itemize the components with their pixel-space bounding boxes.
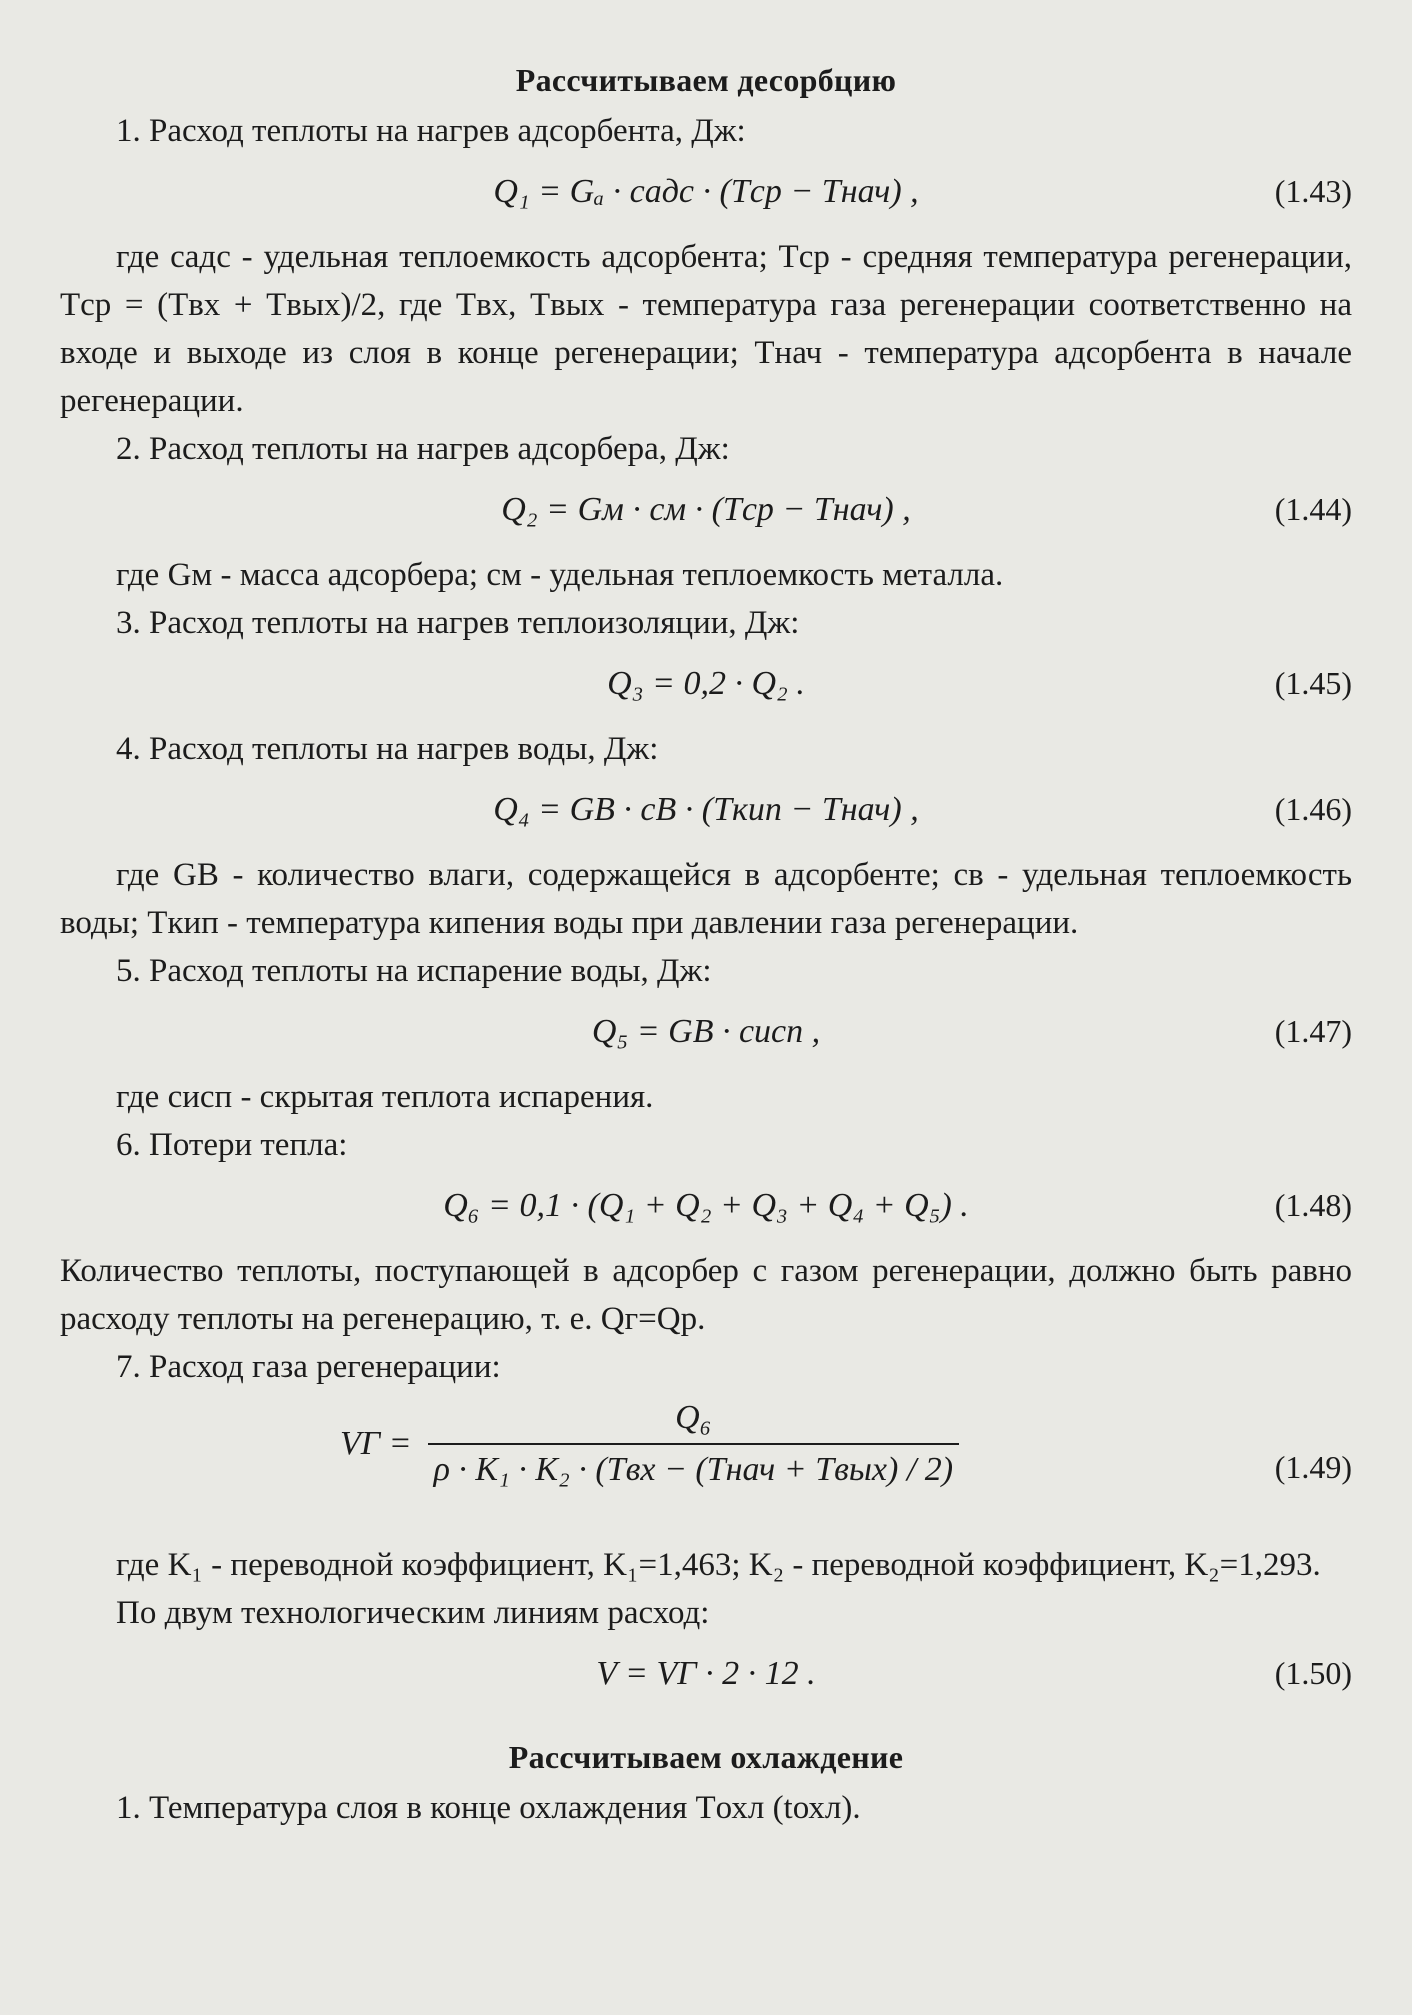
step-6-title: 6. Потери тепла: — [116, 1127, 348, 1163]
formula-1-49-fraction — [428, 1399, 960, 1489]
section-heading-desorption: Рассчитываем десорбцию — [515, 62, 897, 98]
formula-1-49 — [60, 1391, 1352, 1541]
formula-1-48-expression: Q₆ = 0,1 · (Q₁ + Q₂ + Q₃ + Q₄ + Q₅) . — [443, 1187, 969, 1224]
step-4-title: 4. Расход теплоты на нагрев воды, Дж: — [116, 731, 659, 767]
step-5-description: где cисп - скрытая теплота испарения. — [116, 1079, 654, 1115]
formula-1-45-expression: Q₃ = 0,2 · Q₂ . — [607, 665, 805, 702]
step-4-description: где GВ - количество влаги, содержащейся в адсорбенте; cв - удельная теплоемкость воды; Tкип - температура кипения воды при давлении газа регенерации. — [60, 857, 1352, 941]
formula-1-46-number: (1.46) — [1274, 791, 1352, 827]
step-2-title: 2. Расход теплоты на нагрев адсорбера, Дж: — [116, 431, 730, 467]
formula-1-43-number: (1.43) — [1274, 173, 1352, 209]
formula-1-50-number: (1.50) — [1274, 1655, 1352, 1691]
formula-1-49-denominator: ρ · K₁ · K₂ · (Tвх − (Tнач + Tвых) / 2) — [433, 1451, 954, 1488]
formula-1-45-number: (1.45) — [1274, 665, 1352, 701]
formula-1-44-expression: Q₂ = Gм · cм · (Tср − Tнач) , — [501, 491, 911, 528]
formula-1-44 — [60, 473, 1352, 551]
cooling-step-1-title: 1. Температура слоя в конце охлаждения Tохл (tохл). — [116, 1790, 861, 1826]
formula-1-47-number: (1.47) — [1274, 1013, 1352, 1049]
step-1-description: где cадс - удельная теплоемкость адсорбента; Tср - средняя температура регенерации, Tср = (Tвх + Tвых)/2, где Tвх, Tвых - температура газа регенерации соответственно на входе и выходе из слоя в конце регенерации; Tнач - температура адсорбента в начале регенерации. — [60, 239, 1352, 419]
formula-1-46 — [60, 773, 1352, 851]
formula-1-50 — [60, 1637, 1352, 1715]
step-6-description: Количество теплоты, поступающей в адсорбер с газом регенерации, должно быть равно расходу теплоты на регенерацию, т. е. Qг=Qр. — [60, 1253, 1352, 1337]
formula-1-46-expression: Q₄ = GВ · cВ · (Tкип − Tнач) , — [493, 791, 919, 828]
formula-1-49-lhs: VГ = — [340, 1425, 412, 1462]
formula-1-45 — [60, 647, 1352, 725]
step-7-description: где K₁ - переводной коэффициент, K₁=1,463; K₂ - переводной коэффициент, K₂=1,293. — [116, 1547, 1321, 1583]
formula-1-49-number: (1.49) — [1274, 1449, 1352, 1485]
formula-1-50-expression: V = VГ · 2 · 12 . — [596, 1655, 816, 1692]
formula-1-47 — [60, 995, 1352, 1073]
section-heading-cooling: Рассчитываем охлаждение — [508, 1739, 904, 1775]
formula-1-48 — [60, 1169, 1352, 1247]
step-1-title: 1. Расход теплоты на нагрев адсорбента, Дж: — [116, 113, 746, 149]
formula-1-44-number: (1.44) — [1274, 491, 1352, 527]
two-lines-text: По двум технологическим линиям расход: — [116, 1595, 710, 1631]
formula-1-47-expression: Q₅ = GВ · cисп , — [591, 1013, 821, 1050]
step-5-title: 5. Расход теплоты на испарение воды, Дж: — [116, 953, 712, 989]
step-2-description: где Gм - масса адсорбера; cм - удельная теплоемкость металла. — [116, 557, 1004, 593]
formula-1-49-expression — [340, 1399, 959, 1489]
formula-1-43-expression: Q₁ = Gₐ · cадс · (Tср − Tнач) , — [493, 173, 919, 210]
step-3-title: 3. Расход теплоты на нагрев теплоизоляции, Дж: — [116, 605, 800, 641]
formula-1-43 — [60, 155, 1352, 233]
formula-1-49-numerator: Q₆ — [675, 1399, 712, 1436]
step-7-title: 7. Расход газа регенерации: — [116, 1349, 501, 1385]
formula-1-48-number: (1.48) — [1274, 1187, 1352, 1223]
